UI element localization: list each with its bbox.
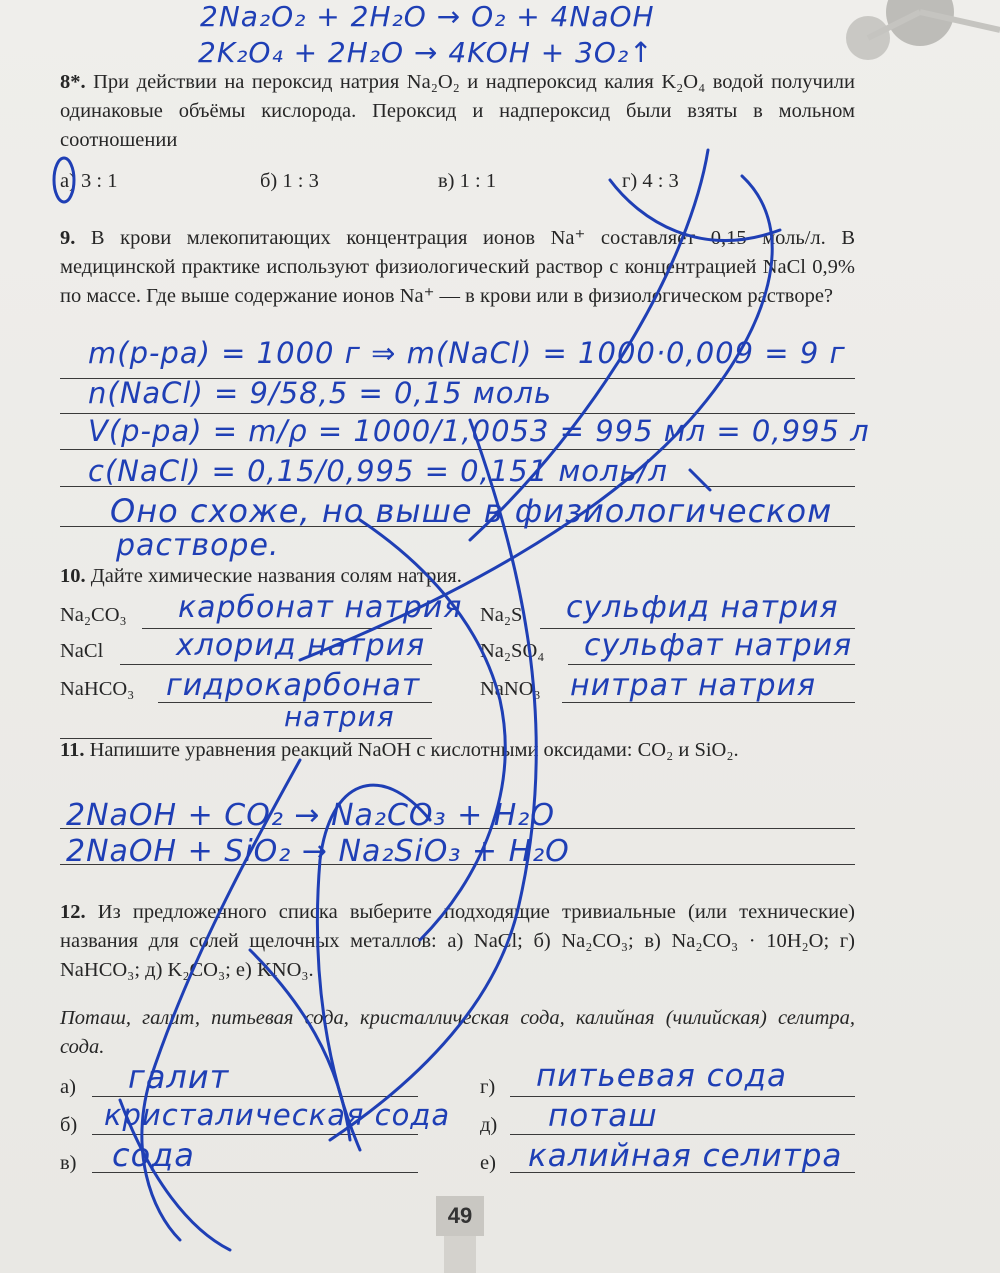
- handwritten-answer: питьевая сода: [536, 1058, 788, 1094]
- answer-circle-icon: [54, 158, 74, 202]
- question-number: 9.: [60, 227, 76, 249]
- handwritten-answer: натрия: [284, 700, 395, 733]
- handwritten-answer: галит: [128, 1058, 230, 1096]
- handwritten-answer: сульфат натрия: [584, 628, 853, 663]
- handwritten-answer: V(р-ра) = m/ρ = 1000/1,0053 = 995 мл = 0,995 л: [88, 414, 870, 448]
- question-text: Напишите уравнения реакций NaOH с кислотными оксидами: CO₂ и SiO₂.: [89, 739, 739, 761]
- handwritten-answer: растворе.: [116, 528, 280, 563]
- handwritten-answer: c(NaCl) = 0,15/0,995 = 0,151 моль/л: [88, 454, 668, 488]
- handwritten-answer: кристалическая сода: [104, 1098, 451, 1132]
- page-number: 49: [436, 1196, 484, 1236]
- handwritten-answer: нитрат натрия: [570, 668, 817, 703]
- formula: NaHCO₃: [60, 678, 135, 700]
- question-number: 10.: [60, 565, 86, 587]
- handwritten-answer: поташ: [548, 1098, 658, 1134]
- question-number: 8*.: [60, 71, 86, 93]
- handwritten-equation: 2Na₂O₂ + 2H₂O → O₂ + 4NaOH: [200, 0, 655, 33]
- handwritten-answer: m(р-ра) = 1000 г ⇒ m(NaCl) = 1000·0,009 = 9 г: [88, 336, 846, 370]
- ink-strokes: [54, 150, 780, 1250]
- handwritten-equation: 2NaOH + CO₂ → Na₂CO₃ + H₂O: [66, 798, 555, 833]
- option-b: б) 1 : 3: [260, 170, 319, 192]
- question-text: При действии на пероксид натрия Na₂O₂ и надпероксид калия K₂O₄ водой получили одинаковые объёмы кислорода. Пероксид и надпероксид были взяты в мольном соотношении: [60, 71, 855, 151]
- handwritten-answer: n(NaCl) = 9/58,5 = 0,15 моль: [88, 376, 553, 410]
- handwritten-equation: 2NaOH + SiO₂ → Na₂SiO₃ + H₂O: [66, 834, 570, 869]
- answer-label: б): [60, 1114, 78, 1136]
- names-list: Поташ, галит, питьевая сода, кристаллическая сода, калийная (чилийская) селитра, сода.: [60, 1007, 855, 1058]
- question-text: Дайте химические названия солям натрия.: [90, 565, 462, 587]
- handwritten-equation: 2K₂O₄ + 2H₂O → 4KOH + 3O₂↑: [198, 36, 654, 69]
- handwritten-answer: карбонат натрия: [178, 590, 463, 625]
- handwritten-answer: гидрокарбонат: [166, 668, 421, 703]
- handwritten-answer: Оно схоже, но выше в физиологическом: [110, 492, 833, 530]
- formula: NaCl: [60, 640, 104, 662]
- handwritten-answer: калийная селитра: [528, 1138, 843, 1174]
- question-text: В крови млекопитающих концентрация ионов Na⁺ составляет 0,15 моль/л. В медицинской практике используют физиологический раствор с концентрацией NaCl 0,9% по массе. Где выше содержание ионов Na⁺ — в крови или в физиологическом растворе?: [60, 227, 855, 307]
- answer-label: а): [60, 1076, 76, 1098]
- answer-label: в): [60, 1152, 77, 1174]
- handwritten-answer: сода: [112, 1136, 195, 1174]
- formula: Na₂SO₄: [480, 640, 545, 662]
- formula: Na₂CO₃: [60, 604, 127, 626]
- molecule-icon: [846, 0, 1000, 60]
- option-v: в) 1 : 1: [438, 170, 497, 192]
- answer-label: е): [480, 1152, 496, 1174]
- question-text: Из предложенного списка выберите подходящие тривиальные (или технические) названия для солей щелочных металлов: а) NaCl; б) Na₂CO₃; в) Na₂CO₃ · 10H₂O; г) NaHCO₃; д) K₂CO₃; е) KNO₃.: [60, 901, 855, 981]
- handwritten-answer: сульфид натрия: [566, 590, 839, 625]
- formula: Na₂S: [480, 604, 523, 626]
- question-number: 11.: [60, 739, 85, 761]
- option-a: а) 3 : 1: [60, 170, 118, 192]
- formula: NaNO₃: [480, 678, 541, 700]
- answer-label: г): [480, 1076, 496, 1098]
- question-number: 12.: [60, 901, 86, 923]
- handwritten-answer: хлорид натрия: [176, 628, 426, 663]
- answer-label: д): [480, 1114, 498, 1136]
- option-g: г) 4 : 3: [622, 170, 679, 192]
